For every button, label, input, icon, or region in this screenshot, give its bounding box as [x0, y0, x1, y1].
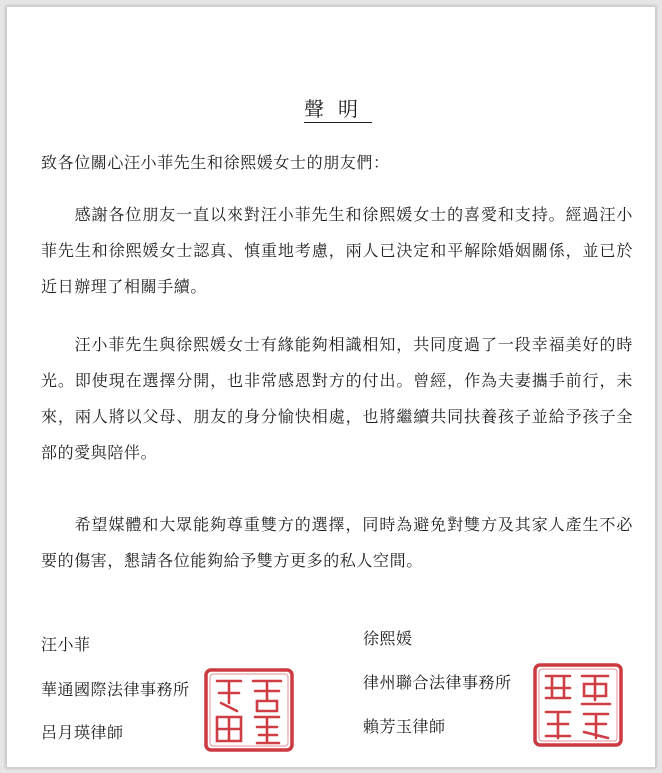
paragraph-1 — [41, 197, 633, 305]
document-title — [7, 93, 655, 122]
paragraph-3 — [41, 507, 633, 579]
law-firm-right: 律州聯合法律事務所 — [363, 673, 512, 692]
lawyer-seal-stamp-left — [203, 667, 295, 753]
paragraph-text: 感謝各位朋友一直以來對汪小菲先生和徐熙媛女士的喜愛和支持。經過汪小菲先生和徐熙媛女士認真、慎重地考慮，兩人已決定和平解除婚姻關係，並已於近日辦理了相關手續。 — [41, 205, 633, 296]
signatory-name-right: 徐熙媛 — [363, 629, 413, 648]
statement-page — [6, 6, 656, 768]
lawyer-name-left: 呂月瑛律師 — [41, 723, 124, 742]
paragraph-2 — [41, 327, 633, 471]
paragraph-text: 汪小菲先生與徐熙媛女士有緣能夠相識相知，共同度過了一段幸福美好的時光。即使現在選擇分開，也非常感恩對方的付出。曾經，作為夫妻攜手前行，未來，兩人將以父母、朋友的身分愉快相處，也將繼續共同扶養孩子並給予孩子全部的愛與陪伴。 — [41, 335, 633, 462]
signatory-name-left: 汪小菲 — [41, 635, 91, 654]
salutation — [41, 145, 633, 181]
lawyer-seal-stamp-right — [532, 662, 624, 748]
law-firm-left: 華通國際法律事務所 — [41, 680, 190, 699]
lawyer-name-right: 賴芳玉律師 — [363, 717, 446, 736]
paragraph-text: 希望媒體和大眾能夠尊重雙方的選擇，同時為避免對雙方及其家人產生不必要的傷害，懇請各位能夠給予雙方更多的私人空間。 — [41, 515, 633, 570]
salutation-text: 致各位關心汪小菲先生和徐熙媛女士的朋友們： — [41, 153, 390, 172]
title-text: 聲明 — [304, 97, 372, 121]
